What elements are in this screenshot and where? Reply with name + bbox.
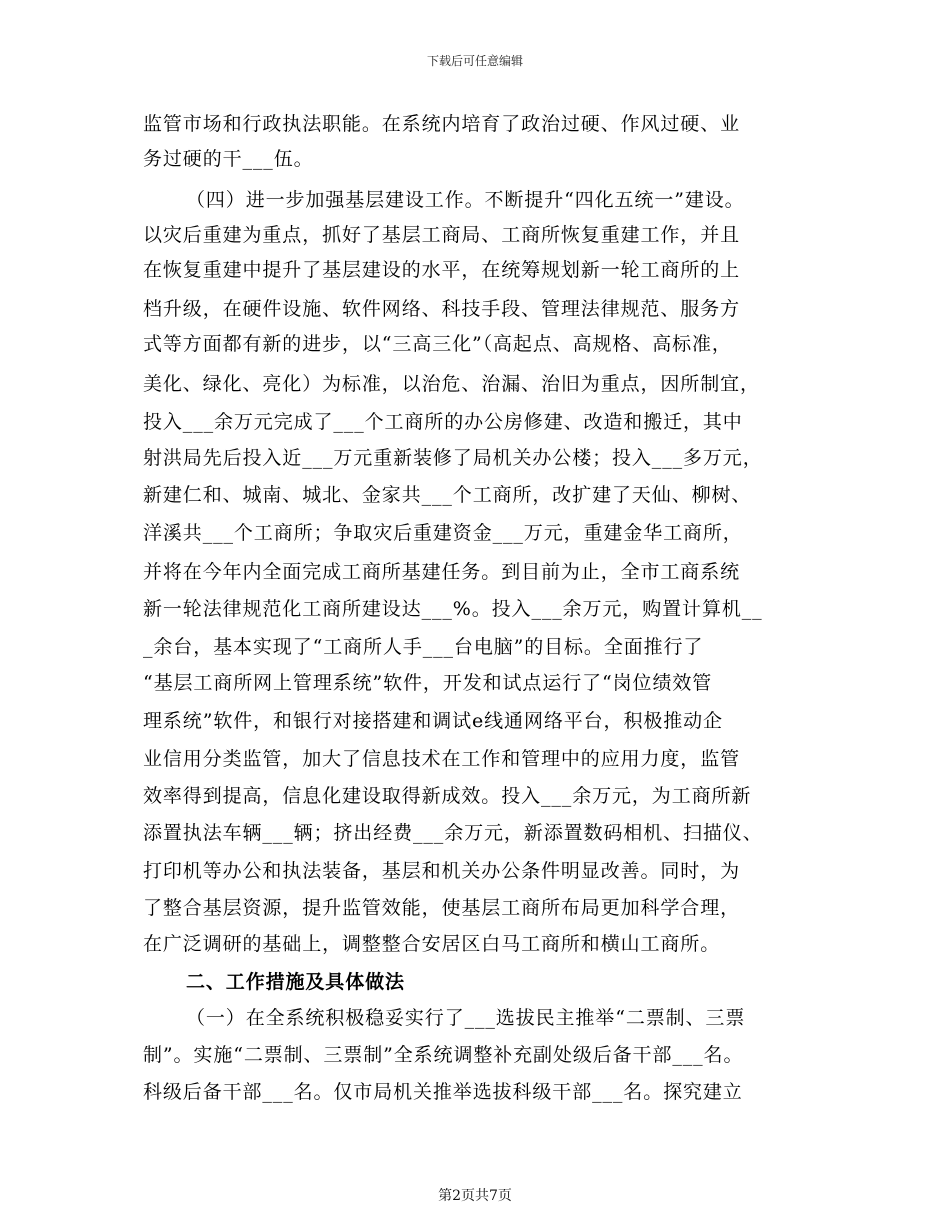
paragraph-line: 理系统”软件，和银行对接搭建和调试e线通网络平台，积极推动企	[143, 710, 723, 732]
paragraph-line: 科级后备干部___名。仅市局机关推举选拔科级干部___名。探究建立	[143, 1081, 743, 1103]
paragraph-line: 打印机等办公和执法装备，基层和机关办公条件明显改善。同时，为	[143, 860, 741, 882]
paragraph-line: 了整合基层资源，提升监管效能，使基层工商所布局更加科学合理，	[143, 897, 741, 919]
paragraph-line: 并将在今年内全面完成工商所基建任务。到目前为止，全市工商系统	[143, 561, 741, 583]
paragraph-line: 在恢复重建中提升了基层建设的水平，在统筹规划新一轮工商所的上	[143, 259, 741, 281]
paragraph-line: 添置执法车辆___辆；挤出经费___余万元，新添置数码相机、扫描仪、	[143, 822, 763, 844]
paragraph-line: 投入___余万元完成了___个工商所的办公房修建、改造和搬迁，其中	[143, 411, 743, 433]
paragraph-line: 洋溪共___个工商所；争取灾后重建资金___万元，重建金华工商所，	[143, 522, 743, 544]
paragraph-line: 效率得到提高，信息化建设取得新成效。投入___余万元，为工商所新	[143, 785, 752, 807]
paragraph-line: 新一轮法律规范化工商所建设达___%。投入___余万元，购置计算机__	[143, 598, 763, 620]
paragraph-line: （四）进一步加强基层建设工作。不断提升“四化五统一”建设。	[186, 189, 745, 211]
paragraph-line: 监管市场和行政执法职能。在系统内培育了政治过硬、作风过硬、业	[143, 113, 741, 135]
paragraph-line: 以灾后重建为重点，抓好了基层工商局、工商所恢复重建工作，并且	[143, 224, 741, 246]
paragraph-line: （一）在全系统积极稳妥实行了___选拔民主推举“二票制、三票	[186, 1007, 746, 1029]
page-number: 第2页共7页	[438, 1188, 512, 1204]
paragraph-line: 业信用分类监管，加大了信息技术在工作和管理中的应用力度，监管	[143, 748, 741, 770]
paragraph-line: 射洪局先后投入近___万元重新装修了局机关办公楼；投入___多万元，	[143, 447, 763, 469]
page-header: 下载后可任意编辑	[426, 54, 523, 68]
paragraph-line: _余台，基本实现了“工商所人手___台电脑”的目标。全面推行了	[143, 636, 704, 658]
paragraph-line: 式等方面都有新的进步，以“三高三化”（高起点、高规格、高标准，	[143, 333, 732, 355]
paragraph-line: 制”。实施“二票制、三票制”全系统调整补充副处级后备干部___名。	[143, 1044, 744, 1066]
section-heading: 二、工作措施及具体做法	[186, 971, 405, 993]
paragraph-line: 务过硬的干___伍。	[143, 148, 314, 170]
paragraph-line: “基层工商所网上管理系统”软件，开发和试点运行了“岗位绩效管	[143, 672, 713, 694]
paragraph-line: 美化、绿化、亮化）为标准，以治危、治漏、治旧为重点，因所制宜，	[143, 373, 760, 395]
paragraph-line: 新建仁和、城南、城北、金家共___个工商所，改扩建了天仙、柳树、	[143, 484, 752, 506]
paragraph-line: 在广泛调研的基础上，调整整合安居区白马工商所和横山工商所。	[143, 933, 721, 955]
paragraph-line: 档升级，在硬件设施、软件网络、科技手段、管理法律规范、服务方	[143, 298, 741, 320]
